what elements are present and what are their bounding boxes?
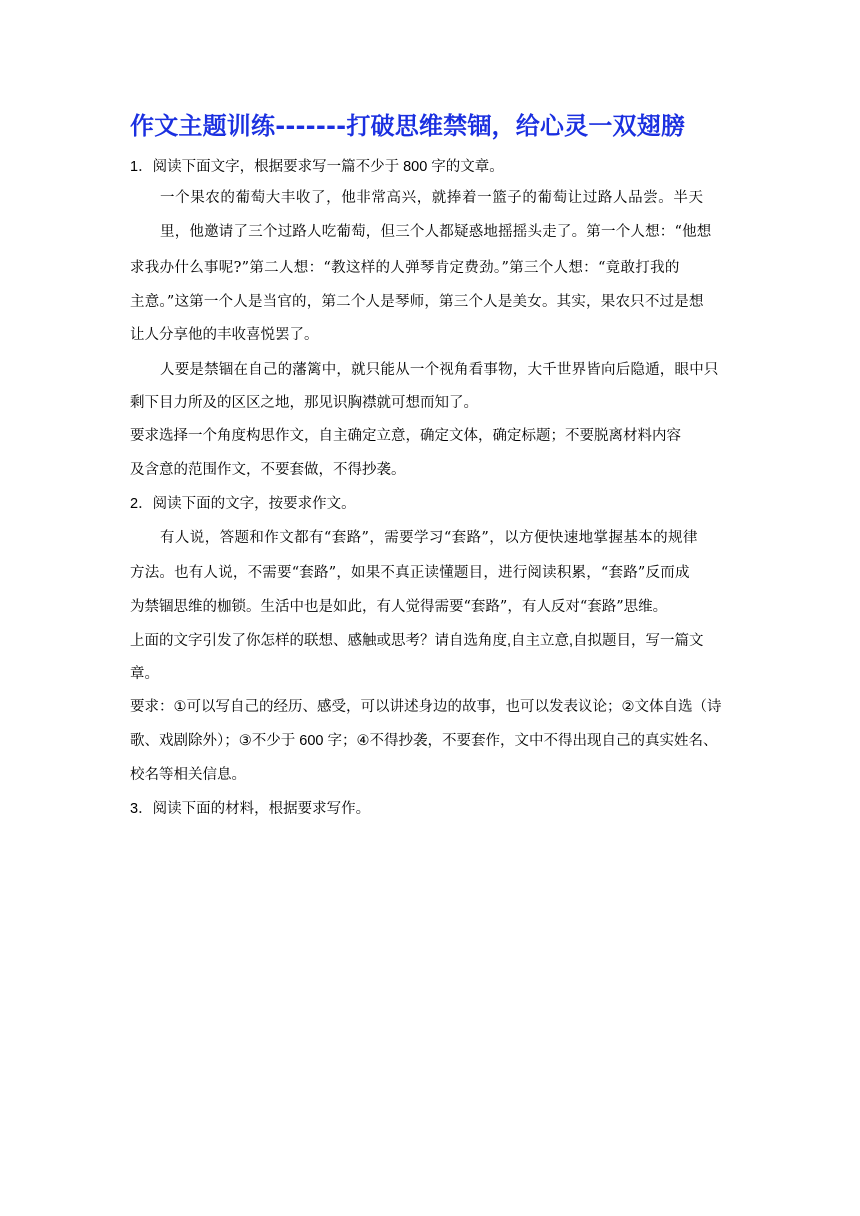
q2-requirement-line-2: 歌、戏剧除外）；③不少于 600 字；④不得抄袭，不要套作，文中不得出现自己的真实姓名、	[130, 733, 718, 749]
q2-material-line-1: 有人说，答题和作文都有“套路”，需要学习“套路”，以方便快速地掌握基本的规律	[160, 530, 698, 546]
q1-material-line-2: 里，他邀请了三个过路人吃葡萄，但三个人都疑惑地摇摇头走了。第一个人想：“他想	[160, 224, 712, 240]
q2-prompt: 2．阅读下面的文字，按要求作文。	[130, 496, 356, 512]
q2-material-line-3: 为禁锢思维的枷锁。生活中也是如此，有人觉得需要“套路”，有人反对“套路”思维。	[130, 599, 668, 615]
q1-commentary-line-1: 人要是禁锢在自己的藩篱中，就只能从一个视角看事物，大千世界皆向后隐遁，眼中只	[160, 362, 719, 378]
q1-material-line-5: 让人分享他的丰收喜悦罢了。	[130, 327, 319, 343]
q1-requirement-line-1: 要求选择一个角度构思作文，自主确定立意，确定文体，确定标题；不要脱离材料内容	[130, 428, 681, 444]
page-title: 作文主题训练-------打破思维禁锢，给心灵一双翅膀	[130, 112, 686, 140]
q2-question-line-1: 上面的文字引发了你怎样的联想、感触或思考？请自选角度,自主立意,自拟题目，写一篇文	[130, 633, 704, 649]
q1-material-line-3: 求我办什么事呢?”第二人想：“教这样的人弹琴肯定费劲。”第三个人想：“竟敢打我的	[130, 260, 680, 276]
q1-material-line-1: 一个果农的葡萄大丰收了，他非常高兴，就捧着一篮子的葡萄让过路人品尝。半天	[160, 190, 704, 206]
q2-material-line-2: 方法。也有人说，不需要“套路”，如果不真正读懂题目，进行阅读积累，“套路”反而成	[130, 565, 690, 581]
q2-requirement-line-3: 校名等相关信息。	[130, 767, 246, 783]
q1-commentary-line-2: 剩下目力所及的区区之地，那见识胸襟就可想而知了。	[130, 395, 478, 411]
q1-prompt: 1．阅读下面文字，根据要求写一篇不少于 800 字的文章。	[130, 159, 504, 175]
q1-requirement-line-2: 及含意的范围作文，不要套做，不得抄袭。	[130, 462, 406, 478]
q2-requirement-line-1: 要求：①可以写自己的经历、感受，可以讲述身边的故事，也可以发表议论；②文体自选（诗	[130, 699, 722, 715]
q2-question-line-2: 章。	[130, 666, 159, 682]
q1-material-line-4: 主意。”这第一个人是当官的，第二个人是琴师，第三个人是美女。其实，果农只不过是想	[130, 294, 704, 310]
q3-prompt: 3．阅读下面的材料，根据要求写作。	[130, 801, 371, 817]
